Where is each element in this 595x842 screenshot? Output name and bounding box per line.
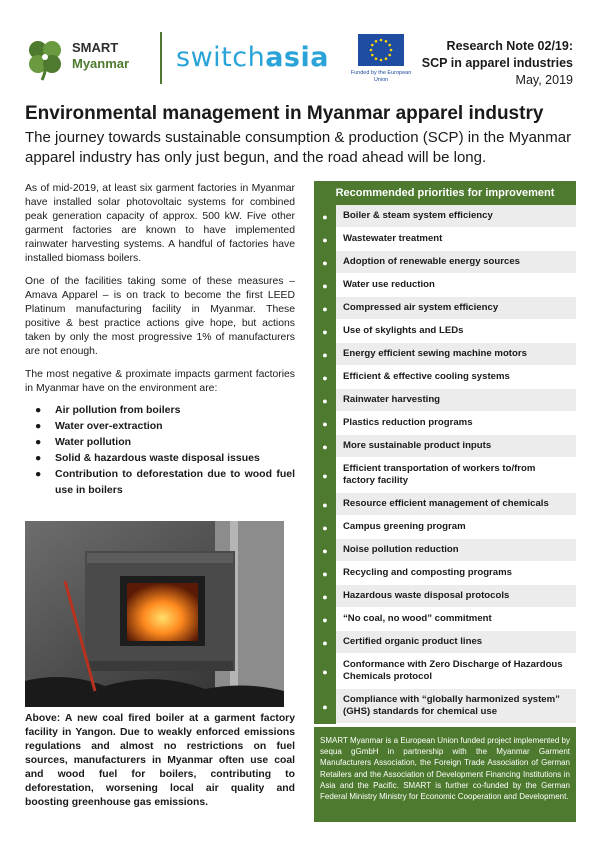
bullet-icon: ●: [314, 585, 336, 608]
bullet-icon: ●: [314, 458, 336, 493]
bullet-icon: ●: [35, 436, 42, 448]
bullet-icon: ●: [314, 412, 336, 435]
list-item: [314, 274, 576, 297]
recommendation-label: Hazardous waste disposal protocols: [336, 585, 576, 608]
recommendation-label: Energy efficient sewing machine motors: [336, 343, 576, 366]
list-item: [314, 689, 576, 724]
recommendation-label: Compressed air system efficiency: [336, 297, 576, 320]
note-date: May, 2019: [515, 73, 573, 87]
list-item: [314, 654, 576, 689]
recommendation-label: Plastics reduction programs: [336, 412, 576, 435]
bullet-icon: ●: [314, 689, 336, 724]
list-item: ● Solid & hazardous waste disposal issues: [35, 452, 260, 464]
switch-bold-text: asia: [265, 42, 329, 73]
research-note-block: [422, 38, 573, 89]
list-item: ● Air pollution from boilers: [35, 404, 181, 416]
bullet-icon: ●: [314, 516, 336, 539]
recommendation-label: Conformance with Zero Discharge of Hazardous Chemicals protocol: [336, 654, 576, 689]
list-item: [314, 251, 576, 274]
logo-divider: [160, 32, 162, 84]
bullet-icon: ●: [35, 420, 42, 432]
photo-caption: Above: A new coal fired boiler at a garment factory facility in Yangon. Due to weakly enforced emissions regulations and almost no restrictions on fuel sources, manufacturers in Myanmar often use coal and wood fuel for boilers, contributing to deforestation, worsening local air quality and boosting greenhouse gas emissions.: [25, 713, 295, 808]
body-paragraph-1: As of mid-2019, at least six garment factories in Myanmar have installed solar photovoltaic systems for combined peak generation capacity of approx. 500 kW. Five other garment factories are known to have implemented rainwater harvesting systems. A handful of factories have installed biomass boilers.: [25, 183, 295, 264]
bullet-icon: ●: [314, 251, 336, 274]
bullet-icon: ●: [314, 539, 336, 562]
bullet-icon: ●: [314, 205, 336, 228]
body-paragraph-3: The most negative & proximate impacts garment factories in Myanmar have on the environment are:: [25, 369, 295, 394]
recommendations-header: Recommended priorities for improvement: [314, 181, 576, 205]
recommendation-label: Boiler & steam system efficiency: [336, 205, 576, 228]
recommendation-label: More sustainable product inputs: [336, 435, 576, 458]
list-item: [314, 412, 576, 435]
note-number: Research Note 02/19:: [446, 39, 573, 53]
list-item: [314, 320, 576, 343]
bullet-icon: ●: [314, 389, 336, 412]
switch-light-text: switch: [176, 42, 266, 73]
bullet-icon: ●: [314, 228, 336, 251]
clover-logo-icon: [22, 36, 68, 82]
recommendation-label: Efficient & effective cooling systems: [336, 366, 576, 389]
list-item: [314, 608, 576, 631]
bullet-icon: ●: [314, 608, 336, 631]
recommendation-label: Compliance with “globally harmonized system” (GHS) standards for chemical use: [336, 689, 576, 724]
recommendations-panel: [314, 181, 576, 724]
recommendation-label: Recycling and composting programs: [336, 562, 576, 585]
bullet-icon: ●: [314, 343, 336, 366]
eu-flag-icon: [358, 34, 404, 66]
bullet-icon: ●: [314, 320, 336, 343]
bullet-icon: ●: [314, 297, 336, 320]
recommendation-label: Campus greening program: [336, 516, 576, 539]
bullet-icon: ●: [314, 562, 336, 585]
list-item: [314, 228, 576, 251]
list-item: [314, 516, 576, 539]
list-item: [314, 205, 576, 228]
smart-line1: SMART: [72, 40, 119, 55]
bullet-icon: ●: [314, 654, 336, 689]
recommendation-label: Resource efficient management of chemicals: [336, 493, 576, 516]
footer-funding-note: SMART Myanmar is a European Union funded project implemented by sequa gGmbH in partnership with the Myanmar Garment Manufacturers Association, the Foreign Trade Association of German Retailers and the Association of Development Financing Institutions in Asia and the Pacific. SMART is further co-funded by the German Federal Ministry Ministry for Economic Cooperation and Development.: [314, 727, 576, 822]
page-header: [0, 0, 595, 96]
bullet-icon: ●: [314, 493, 336, 516]
recommendation-label: “No coal, no wood” commitment: [336, 608, 576, 631]
list-item: [314, 631, 576, 654]
note-topic: SCP in apparel industries: [421, 56, 573, 70]
bullet-icon: ●: [35, 452, 42, 464]
list-item: [314, 343, 576, 366]
recommendation-label: Wastewater treatment: [336, 228, 576, 251]
list-item: [314, 458, 576, 493]
bullet-icon: ●: [35, 468, 42, 480]
switchasia-logo: [176, 42, 329, 73]
left-column: [25, 182, 295, 498]
boiler-photo: [25, 521, 284, 707]
list-item: ● Water pollution: [35, 436, 132, 448]
list-item: [314, 366, 576, 389]
recommendation-label: Certified organic product lines: [336, 631, 576, 654]
page-title: Environmental management in Myanmar apparel industry: [25, 103, 544, 124]
list-item: [314, 435, 576, 458]
list-item: [314, 585, 576, 608]
recommendation-label: Noise pollution reduction: [336, 539, 576, 562]
list-item: [314, 297, 576, 320]
list-item: [314, 562, 576, 585]
list-item: ● Water over-extraction: [35, 420, 163, 432]
list-item: [314, 389, 576, 412]
list-item: [314, 493, 576, 516]
bullet-icon: ●: [314, 631, 336, 654]
eu-funding-caption: Funded by the European Union: [350, 70, 412, 83]
list-item: [314, 539, 576, 562]
smart-myanmar-logo-text: [72, 40, 129, 72]
impact-list: [25, 402, 295, 498]
bullet-icon: ●: [35, 404, 42, 416]
recommendation-label: Use of skylights and LEDs: [336, 320, 576, 343]
recommendation-label: Rainwater harvesting: [336, 389, 576, 412]
bullet-icon: ●: [314, 366, 336, 389]
recommendation-label: Water use reduction: [336, 274, 576, 297]
bullet-icon: ●: [314, 274, 336, 297]
recommendation-label: Adoption of renewable energy sources: [336, 251, 576, 274]
lead-paragraph: The journey towards sustainable consumption & production (SCP) in the Myanmar apparel industry has only just begun, and the road ahead will be long.: [25, 129, 572, 166]
recommendations-list: [314, 205, 576, 724]
body-paragraph-2: One of the facilities taking some of these measures – Amava Apparel – is on track to become the first LEED Platinum manufacturing facility in Myanmar. These positive & best practice actions give hope, but actions taken by only the most progressive 1% of manufacturers are not enough.: [25, 276, 295, 357]
smart-line2: Myanmar: [72, 56, 130, 71]
recommendation-label: Efficient transportation of workers to/from factory facility: [336, 458, 576, 493]
bullet-icon: ●: [314, 435, 336, 458]
list-item: ● Contribution to deforestation due to wood fuel use in boilers: [35, 468, 295, 496]
